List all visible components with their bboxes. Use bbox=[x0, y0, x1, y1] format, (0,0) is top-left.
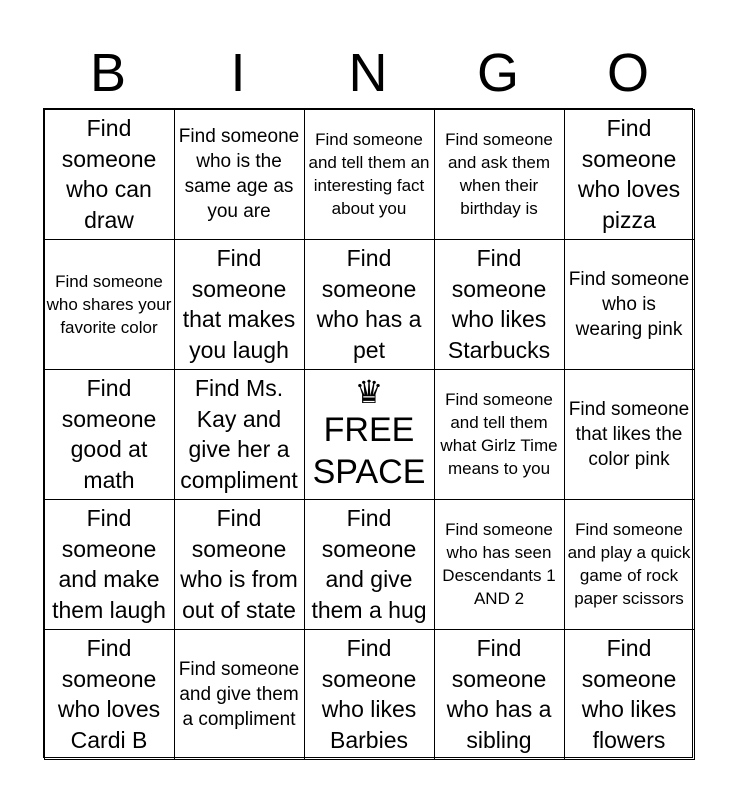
bingo-cell-text: Find someone who likes Barbies bbox=[321, 635, 417, 753]
bingo-cell-text: Find someone good at math bbox=[61, 375, 157, 493]
bingo-cell[interactable] bbox=[564, 499, 695, 630]
bingo-cell-text: Find someone who is the same age as you are bbox=[178, 126, 300, 222]
header-letter-i: I bbox=[230, 43, 246, 103]
bingo-cell-text: Find someone that likes the color pink bbox=[568, 398, 690, 470]
bingo-cell[interactable] bbox=[564, 109, 695, 240]
bingo-cell[interactable] bbox=[174, 499, 305, 630]
bingo-cell[interactable] bbox=[434, 109, 565, 240]
bingo-cell-text: Find someone and play a quick game of rock paper scissors bbox=[567, 520, 691, 608]
bingo-cell-text: Find someone who shares your favorite color bbox=[46, 271, 172, 337]
bingo-cell-text: Find someone who has a pet bbox=[316, 245, 422, 363]
bingo-cell[interactable] bbox=[564, 369, 695, 500]
free-space-cell[interactable] bbox=[304, 369, 435, 500]
bingo-cell-text: Find someone who likes flowers bbox=[581, 635, 677, 753]
bingo-cell-text: Find someone and make them laugh bbox=[52, 505, 166, 623]
bingo-cell[interactable] bbox=[174, 239, 305, 370]
bingo-cell[interactable] bbox=[304, 499, 435, 630]
bingo-cell[interactable] bbox=[44, 369, 175, 500]
bingo-cell[interactable] bbox=[44, 499, 175, 630]
bingo-cell-text: Find someone who can draw bbox=[61, 115, 157, 233]
bingo-cell-text: Find someone and give them a compliment bbox=[178, 658, 300, 730]
bingo-cell[interactable] bbox=[304, 239, 435, 370]
bingo-cell-text: Find someone that makes you laugh bbox=[182, 245, 296, 363]
bingo-cell[interactable] bbox=[174, 109, 305, 240]
bingo-cell[interactable] bbox=[304, 629, 435, 760]
bingo-cell-text: Find someone and give them a hug bbox=[311, 505, 427, 623]
bingo-cell[interactable] bbox=[434, 499, 565, 630]
header-letter-n: N bbox=[348, 43, 388, 103]
bingo-cell[interactable] bbox=[434, 369, 565, 500]
bingo-cell[interactable] bbox=[564, 239, 695, 370]
bingo-card-grid bbox=[43, 108, 693, 758]
bingo-cell[interactable] bbox=[434, 239, 565, 370]
bingo-cell-text: Find someone and tell them what Girlz Time means to you bbox=[440, 390, 558, 478]
bingo-cell[interactable] bbox=[44, 239, 175, 370]
bingo-cell[interactable] bbox=[44, 629, 175, 760]
bingo-cell-text: Find someone and tell them an interesting fact about you bbox=[308, 130, 430, 218]
bingo-cell[interactable] bbox=[174, 369, 305, 500]
bingo-cell[interactable] bbox=[304, 109, 435, 240]
bingo-header bbox=[43, 38, 693, 108]
bingo-cell-text: Find someone who has seen Descendants 1 AND 2 bbox=[442, 520, 556, 608]
bingo-cell-text: Find Ms. Kay and give her a compliment bbox=[180, 375, 298, 493]
free-space-label: FREE SPACE bbox=[312, 411, 426, 491]
bingo-cell[interactable] bbox=[44, 109, 175, 240]
bingo-cell[interactable] bbox=[434, 629, 565, 760]
bingo-cell-text: Find someone and ask them when their birthday is bbox=[445, 130, 553, 218]
header-letter-g: G bbox=[476, 43, 519, 103]
bingo-cell-text: Find someone who likes Starbucks bbox=[447, 245, 551, 363]
bingo-cell-text: Find someone who loves pizza bbox=[577, 115, 681, 233]
header-letter-o: O bbox=[606, 43, 649, 103]
bingo-cell-text: Find someone who loves Cardi B bbox=[57, 635, 161, 753]
bingo-cell[interactable] bbox=[564, 629, 695, 760]
bingo-cell-text: Find someone who is from out of state bbox=[180, 505, 298, 623]
bingo-cell[interactable] bbox=[174, 629, 305, 760]
bingo-cell-text: Find someone who has a sibling bbox=[446, 635, 552, 753]
header-letter-b: B bbox=[89, 43, 127, 103]
bingo-cell-text: Find someone who is wearing pink bbox=[568, 268, 690, 340]
crown-icon: ♛ bbox=[354, 374, 384, 410]
